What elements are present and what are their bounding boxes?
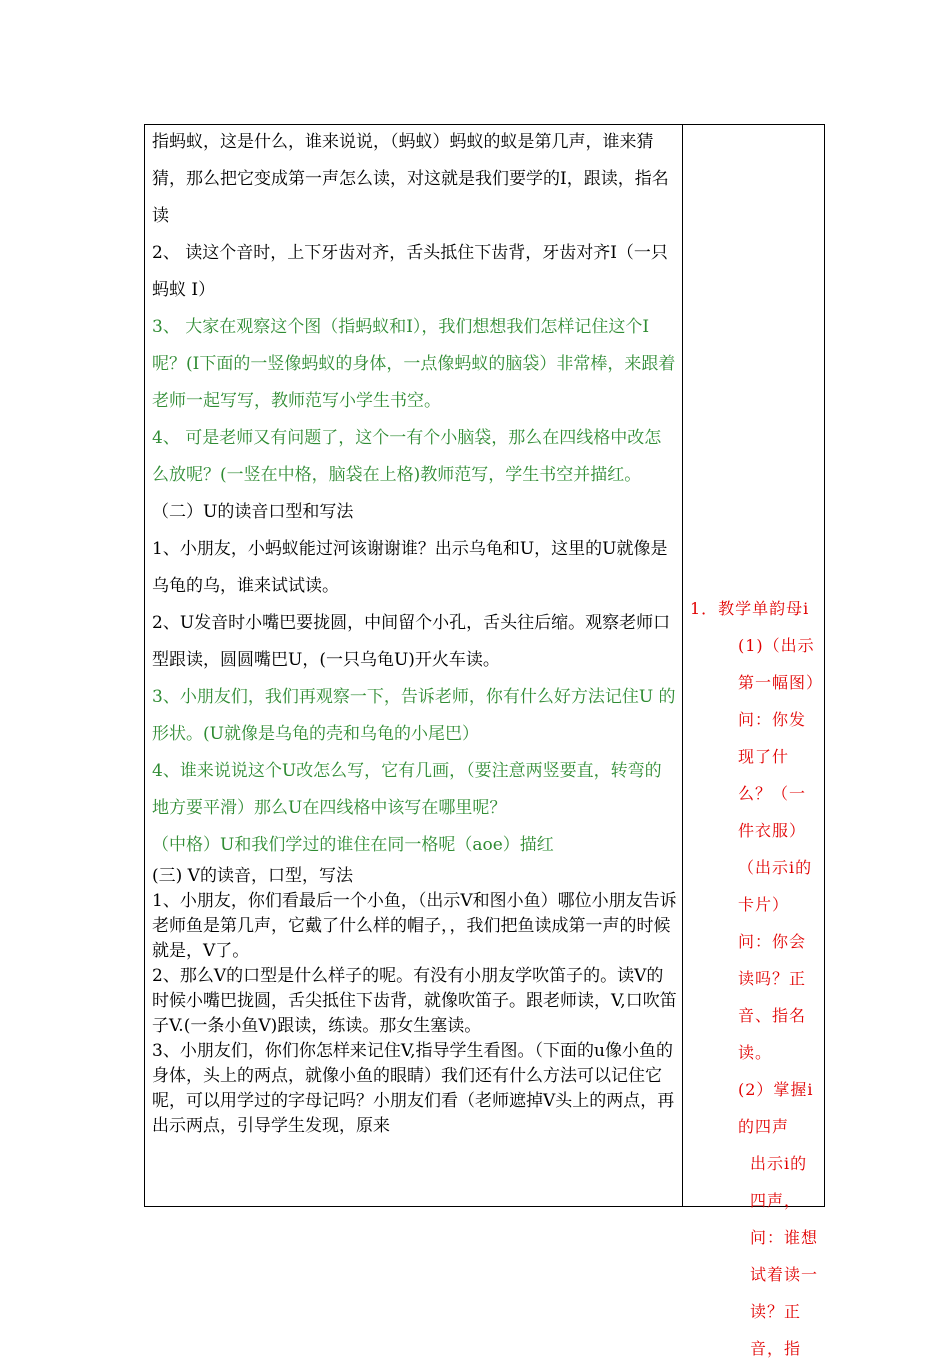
note-four-tones: (2）掌握i的四声 xyxy=(738,1080,814,1136)
note-show-picture: (1)（出示第一幅图）问：你发现了什么？（一件衣服） xyxy=(738,636,816,840)
lesson-content-column xyxy=(152,124,677,1204)
note-teach-i: 1．教学单韵母i xyxy=(690,599,810,618)
paragraph-i-writing: 4、 可是老师又有问题了，这个一有个小脑袋，那么在四线格中改怎么放呢？(一竖在中格，脑袋在上格)教师范写，学生书空并描红。 xyxy=(152,428,662,485)
section-heading-u: （二）U的读音口型和写法 xyxy=(152,502,354,522)
paragraph-v-mouth: 2、那么V的口型是什么样子的呢。有没有小朋友学吹笛子的。读V的时候小嘴巴拢圆，舌尖抵住下齿背，就像吹笛子。跟老师读，V,口吹笛子V.(一条小鱼V)跟读，练读。那女生塞读。 xyxy=(152,966,677,1036)
paragraph-u-grid: （中格）U和我们学过的谁住在同一格呢（aoe）描红 xyxy=(152,835,554,855)
paragraph-intro: 指蚂蚁，这是什么，谁来说说，（蚂蚁）蚂蚁的蚁是第几声，谁来猜猜，那么把它变成第一声怎么读，对这就是我们要学的I，跟读，指名读 xyxy=(152,132,669,226)
paragraph-u-intro: 1、小朋友，小蚂蚁能过河该谢谢谁？出示乌龟和U，这里的U就像是乌龟的乌，谁来试试读。 xyxy=(152,539,668,596)
section-heading-v: (三) V的读音，口型，写法 xyxy=(152,866,353,886)
paragraph-u-pronunciation: 2、U发音时小嘴巴要拢圆，中间留个小孔，舌头往后缩。观察老师口型跟读，圆圆嘴巴U，(一只乌龟U)开火车读。 xyxy=(152,613,671,670)
note-show-card: （出示i的卡片）问：你会读吗？正音、指名读。 xyxy=(738,858,813,1062)
paragraph-i-pronunciation: 2、 读这个音时，上下牙齿对齐，舌头抵住下齿背，牙齿对齐I（一只蚂蚁 I） xyxy=(152,243,668,300)
teaching-notes-column xyxy=(690,590,819,1358)
paragraph-v-remember: 3、小朋友们，你们你怎样来记住V,指导学生看图。（下面的u像小鱼的身体，头上的两点，就像小鱼的眼睛）我们还有什么方法可以记住它呢，可以用学过的字母记吗？小朋友们看（老师遮掉V头上的两点，再出示两点，引导学生发现，原来 xyxy=(152,1041,675,1136)
paragraph-v-intro: 1、小朋友，你们看最后一个小鱼，（出示V和图小鱼）哪位小朋友告诉老师鱼是第几声，它戴了什么样的帽子，，我们把鱼读成第一声的时候就是，V了。 xyxy=(152,891,677,961)
column-divider xyxy=(682,124,683,1207)
section-v xyxy=(152,864,677,1139)
paragraph-u-writing: 4、谁来说说这个U改怎么写，它有几画，（要注意两竖要直，转弯的地方要平滑）那么U在四线格中该写在哪里呢？ xyxy=(152,761,662,818)
paragraph-u-shape: 3、小朋友们，我们再观察一下，告诉老师，你有什么好方法记住U 的形状。(U就像是乌龟的壳和乌龟的小尾巴） xyxy=(152,687,676,744)
paragraph-i-observe: 3、 大家在观察这个图（指蚂蚁和I），我们想想我们怎样记住这个I呢？(I下面的一竖像蚂蚁的身体，一点像蚂蚁的脑袋）非常棒，来跟着老师一起写写，教师范写小学生书空。 xyxy=(152,317,676,411)
note-show-tones: 出示i的四声，问：谁想试着读一读？正音，指 xyxy=(750,1154,819,1358)
